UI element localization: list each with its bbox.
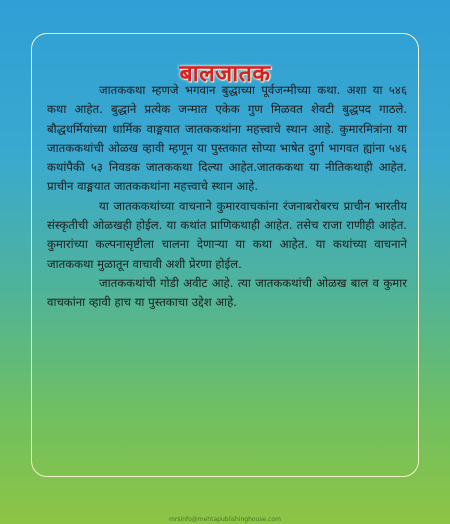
description-text — [47, 81, 407, 313]
paragraph-2: या जातककथांच्या वाचनाने कुमारवाचकांना रंजनाबरोबरच प्राचीन भारतीय संस्कृतीची ओळखही होईल. या कथांत प्राणिकथाही आहेत. तसेच राजा राणीही आहेत. कुमारांच्या कल्पनासृष्टीला चालना देणाऱ्या या कथा आहेत. या कथांच्या वाचनाने जातककथा मुळातून वाचावी अशी प्रेरणा होईल. — [47, 198, 407, 271]
paragraph-1: जातककथा म्हणजे भगवान बुद्धाच्या पूर्वजन्मीच्या कथा. अशा या ५४६ कथा आहेत. बुद्धाने प्रत्येक जन्मात एकेक गुण मिळवत शेवटी बुद्धपद गाठले. बौद्धधर्मियांच्या धार्मिक वाङ्मयात जातककथांना महत्त्वाचे स्थान आहे. कुमारमित्रांना या जातककथांची ओळख व्हावी म्हणून या पुस्तकात सोप्या भाषेत दुर्गा भागवत ह्यांना ५४६ कथांपैकी ५३ निवडक जातककथा दिल्या आहेत.जातककथा या नीतिकथाही आहेत. प्राचीन वाङ्मयात जातककथांना महत्त्वाचे स्थान आहे. — [47, 83, 407, 194]
footer-email: mrsinfo@mehtapublishinghouse.com — [169, 516, 281, 523]
page-title: बालजातक — [179, 61, 271, 87]
paragraph-3: जातककथांची गोडी अवीट आहे. त्या जातककथांची ओळख बाल व कुमार वाचकांना व्हावी हाच या पुस्तकाचा उद्देश आहे. — [47, 275, 407, 310]
